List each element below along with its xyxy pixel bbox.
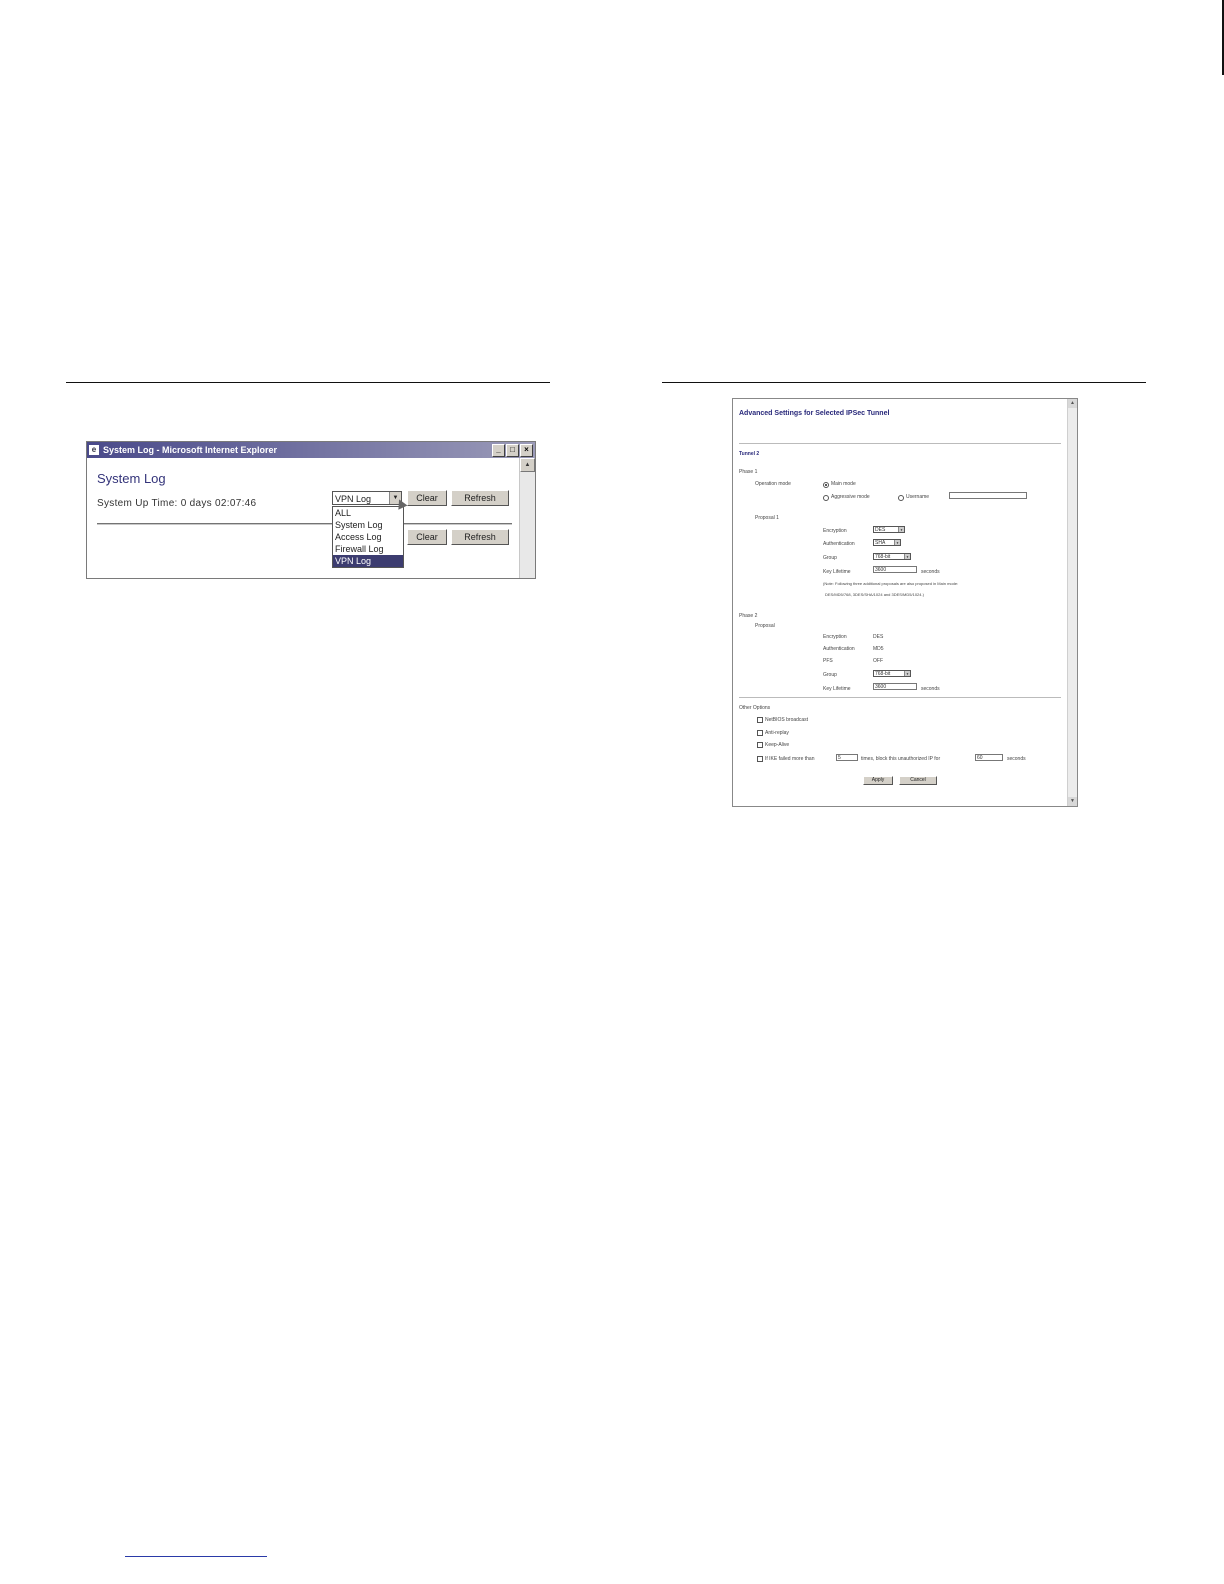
tunnel-label: Tunnel 2 [739, 451, 760, 457]
system-log-window [86, 441, 536, 579]
refresh-button-bottom[interactable]: Refresh [451, 529, 509, 545]
p2-authentication-label: Authentication [823, 646, 855, 652]
p2-group-select[interactable] [873, 670, 911, 677]
p1-group-label: Group [823, 555, 837, 561]
vertical-scrollbar[interactable] [519, 458, 535, 578]
divider [97, 523, 512, 525]
main-mode-label: Main mode [831, 481, 856, 487]
proposal1-label: Proposal 1 [755, 515, 779, 521]
keepalive-checkbox[interactable] [757, 742, 763, 748]
minimize-button[interactable]: _ [492, 444, 505, 457]
antireplay-label: Anti-replay [765, 730, 789, 736]
ike-block-checkbox[interactable] [757, 756, 763, 762]
phase2-label: Phase 2 [739, 613, 758, 619]
ike-suffix-label: seconds [1007, 756, 1026, 762]
p1-authentication-value: SHA [875, 540, 886, 546]
aggressive-mode-radio[interactable] [823, 495, 829, 501]
panel-title: Advanced Settings for Selected IPSec Tunnel [739, 410, 890, 417]
other-options-label: Other Options [739, 705, 771, 711]
scroll-down-icon[interactable]: ▼ [1068, 797, 1077, 806]
scroll-up-icon[interactable]: ▲ [520, 458, 535, 472]
option-firewall-log[interactable]: Firewall Log [335, 544, 384, 554]
scroll-up-icon[interactable]: ▲ [1068, 399, 1077, 408]
chevron-down-icon: ▼ [900, 528, 903, 532]
p2-seconds-label: seconds [921, 686, 940, 692]
username-label: Username [906, 494, 930, 500]
p2-key-lifetime-label: Key Lifetime [823, 686, 851, 692]
p2-encryption-label: Encryption [823, 634, 847, 640]
p1-seconds-label: seconds [921, 569, 940, 575]
netbios-checkbox[interactable] [757, 717, 763, 723]
p2-group-value: 768-bit [875, 671, 891, 677]
p2-group-label: Group [823, 672, 837, 678]
username-radio[interactable] [898, 495, 904, 501]
ike-middle-label: times, block this unauthorized IP for [861, 756, 941, 762]
window-titlebar[interactable] [87, 442, 535, 458]
ike-count-input[interactable]: 5 [836, 754, 858, 761]
ike-block-input[interactable]: 60 [975, 754, 1003, 761]
p1-authentication-select[interactable] [873, 539, 901, 546]
ie-icon: e [89, 445, 99, 455]
chevron-down-icon: ▼ [896, 541, 899, 545]
p2-authentication-value: MD5 [873, 646, 884, 652]
ike-prefix-label: If IKE failed more than [765, 756, 815, 762]
main-mode-radio[interactable] [823, 482, 829, 488]
apply-button[interactable]: Apply [863, 776, 893, 785]
keepalive-label: Keep-Alive [765, 742, 790, 748]
system-log-content [87, 458, 535, 578]
option-all[interactable]: ALL [335, 508, 352, 518]
p1-encryption-value: DES [875, 527, 886, 533]
phase1-note-line1: (Note: Following three additional proposals are also proposed in Main mode: [823, 581, 959, 586]
p1-authentication-label: Authentication [823, 541, 855, 547]
vertical-scrollbar[interactable] [1067, 399, 1077, 806]
page-title: System Log [97, 471, 166, 486]
clear-button-top[interactable]: Clear [407, 490, 447, 506]
clear-button-bottom[interactable]: Clear [407, 529, 447, 545]
log-type-select-value: VPN Log [335, 494, 372, 504]
username-input[interactable] [949, 492, 1027, 499]
phase2-proposal-label: Proposal [755, 623, 775, 629]
option-vpn-log[interactable]: VPN Log [333, 555, 403, 567]
close-button[interactable]: × [520, 444, 533, 457]
title-divider [739, 443, 1061, 444]
left-header-rule [66, 382, 550, 383]
chevron-down-icon: ▼ [906, 555, 909, 559]
options-divider [739, 697, 1061, 698]
refresh-button-top[interactable]: Refresh [451, 490, 509, 506]
chevron-down-icon[interactable]: ▼ [389, 492, 401, 504]
pfs-value: OFF [873, 658, 883, 664]
right-header-rule [662, 382, 1146, 383]
operation-mode-label: Operation mode [755, 481, 791, 487]
maximize-button[interactable]: □ [506, 444, 519, 457]
log-type-dropdown [332, 506, 404, 568]
netbios-label: NetBIOS broadcast [765, 717, 809, 723]
pfs-label: PFS [823, 658, 833, 664]
advanced-ipsec-panel [732, 398, 1078, 807]
option-access-log[interactable]: Access Log [335, 532, 382, 542]
system-uptime: System Up Time: 0 days 02:07:46 [97, 498, 257, 509]
p1-key-lifetime-input[interactable]: 3600 [873, 566, 917, 573]
antireplay-checkbox[interactable] [757, 730, 763, 736]
chevron-down-icon: ▼ [906, 672, 909, 676]
p2-key-lifetime-input[interactable]: 3600 [873, 683, 917, 690]
window-title: System Log - Microsoft Internet Explorer [103, 445, 278, 455]
footer-link-line [125, 1556, 267, 1557]
p1-encryption-label: Encryption [823, 528, 847, 534]
cancel-button[interactable]: Cancel [899, 776, 937, 785]
log-type-select[interactable] [332, 491, 402, 505]
option-system-log[interactable]: System Log [335, 520, 383, 530]
p1-group-select[interactable] [873, 553, 911, 560]
aggressive-mode-label: Aggressive mode [831, 494, 870, 500]
p1-encryption-select[interactable] [873, 526, 905, 533]
phase1-label: Phase 1 [739, 469, 758, 475]
p1-group-value: 768-bit [875, 554, 891, 560]
phase1-note-line2: DES/MD5/768, 3DES/SHA/1024 and 3DES/MD5/1024.) [825, 592, 924, 597]
p2-encryption-value: DES [873, 634, 884, 640]
p1-key-lifetime-label: Key Lifetime [823, 569, 851, 575]
